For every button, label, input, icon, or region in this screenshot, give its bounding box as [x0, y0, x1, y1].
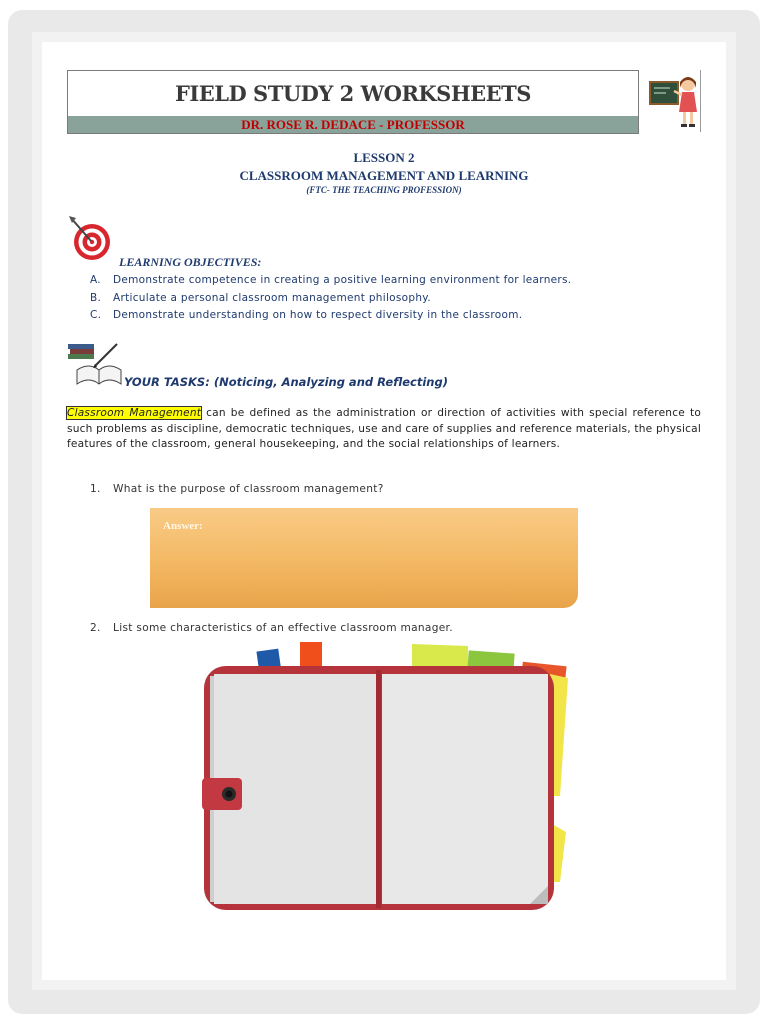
book-pen-icon [67, 340, 125, 388]
lesson-heading [42, 150, 726, 195]
professor-bar: DR. ROSE R. DEDACE - PROFESSOR [68, 116, 638, 133]
question-marker: 1. [90, 483, 101, 495]
objective-text: Articulate a personal classroom management philosophy. [113, 291, 431, 304]
question-marker: 2. [90, 622, 101, 634]
answer-box[interactable] [150, 508, 578, 608]
question-text: What is the purpose of classroom management? [113, 483, 384, 495]
question-text: List some characteristics of an effective classroom manager. [113, 622, 453, 634]
teacher-illustration [648, 70, 701, 132]
notebook-illustration [200, 636, 572, 912]
lesson-title: CLASSROOM MANAGEMENT AND LEARNING [239, 168, 529, 183]
answer-label: Answer: [163, 520, 203, 532]
objective-marker: B. [90, 291, 102, 304]
objectives-heading: LEARNING OBJECTIVES: [119, 255, 262, 269]
highlighted-term: Classroom Management [67, 407, 202, 419]
lesson-number: LESSON 2 [353, 150, 415, 165]
objective-text: Demonstrate understanding on how to respect diversity in the classroom. [113, 309, 523, 321]
objective-text: Demonstrate competence in creating a positive learning environment for learners. [113, 274, 572, 286]
target-dart-icon [67, 214, 115, 264]
definition-text: can be defined as the administration or direction of activities with special reference to such problems as discipline, democratic techniques, use and care of supplies and reference materials, the physical features of the classroom, general housekeeping, and the social relationships of learners. [67, 407, 701, 450]
objective-item [90, 292, 690, 310]
objective-marker: A. [90, 274, 101, 286]
header-box [67, 70, 639, 134]
worksheet-page [42, 42, 726, 980]
lesson-course: (FTC- THE TEACHING PROFESSION) [306, 185, 462, 195]
question-2 [90, 622, 453, 634]
objective-item [90, 274, 690, 292]
objective-item [90, 309, 690, 327]
definition-paragraph [67, 406, 701, 453]
question-1 [90, 483, 384, 495]
objectives-list [90, 274, 690, 327]
page-title: FIELD STUDY 2 WORKSHEETS [175, 81, 531, 106]
objective-marker: C. [90, 309, 102, 321]
tasks-heading: YOUR TASKS: (Noticing, Analyzing and Reflecting) [124, 375, 448, 389]
